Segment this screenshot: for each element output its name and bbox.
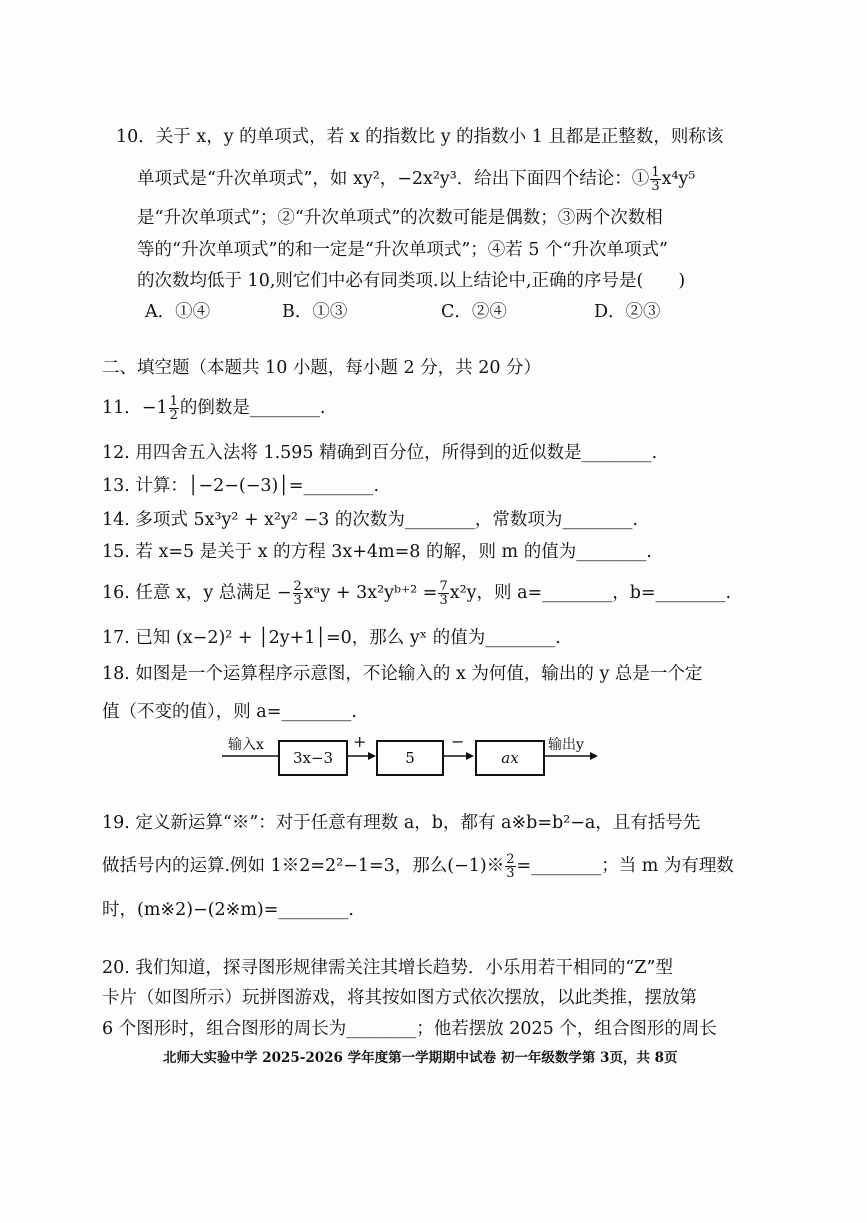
q17: 17. 已知 (x−2)² + │2y+1│=0，那么 yˣ 的值为________.	[102, 628, 561, 648]
q10-line3: 是“升次单项式”；②“升次单项式”的次数可能是偶数；③两个次数相	[137, 208, 663, 228]
arrow-2-3-head	[466, 752, 474, 760]
q19-frac-num: 2	[506, 852, 515, 867]
q11-prefix: 11．	[102, 398, 142, 418]
q19-line2	[102, 853, 734, 880]
q11-fraction	[169, 395, 179, 422]
q10-option-c: C．②④	[441, 302, 507, 322]
q20-line3: 6 个图形时，组合图形的周长为________；他若摆放 2025 个，组合图形的周长	[102, 1019, 717, 1039]
q10-line2	[137, 166, 695, 193]
q18-flow-diagram	[220, 730, 620, 790]
q16-frac2-den: 3	[439, 593, 448, 608]
flow-box-1: 3x−3	[278, 740, 348, 776]
q19-line3: 时，(m※2)−(2※m)=________.	[102, 900, 354, 920]
flow-op-minus: −	[451, 732, 465, 751]
section2-title: 二、填空题（本题共 10 小题，每小题 2 分，共 20 分）	[102, 358, 542, 378]
q10-line2-tail: x⁴y⁵	[661, 169, 696, 189]
q11-neg: −1	[141, 398, 168, 418]
q19-line2-a: 做括号内的运算.例如 1※2=2²−1=3，那么(−1)※	[102, 856, 505, 876]
q16-fraction-1	[293, 580, 303, 607]
q20-line2: 卡片（如图所示）玩拼图游戏，将其按如图方式依次摆放，以此类推，摆放第	[102, 988, 697, 1008]
q14: 14. 多项式 5x³y² + x²y² −3 的次数为________，常数项为________.	[102, 510, 638, 530]
q11-suffix: 的倒数是________.	[179, 398, 326, 418]
q10-option-d: D．②③	[594, 302, 661, 322]
page-footer: 北师大实验中学 2025-2026 学年度第一学期期中试卷 初一年级数学第 3页，共 8页	[163, 1050, 678, 1066]
q18-line1: 18. 如图是一个运算程序示意图，不论输入的 x 为何值，输出的 y 总是一个定	[102, 664, 703, 684]
q18-line2: 值（不变的值），则 a=________.	[102, 702, 357, 722]
q19-frac-den: 3	[506, 866, 515, 881]
arrow-1-2-head	[368, 752, 376, 760]
flow-output-label: 输出y	[548, 737, 584, 753]
q16	[102, 580, 731, 607]
q15: 15. 若 x=5 是关于 x 的方程 3x+4m=8 的解，则 m 的值为________.	[102, 542, 652, 562]
q16-mid: xᵃy + 3x²yᵇ⁺² =	[303, 583, 438, 603]
q11-frac-num: 1	[169, 394, 178, 409]
q19-fraction	[505, 853, 515, 880]
q16-frac2-num: 7	[439, 579, 448, 594]
q19-line2-b: =________；当 m 为有理数	[516, 856, 734, 876]
q16-frac1-den: 3	[293, 593, 302, 608]
q10-line2-text: 单项式是“升次单项式”，如 xy²，−2x²y³．给出下面四个结论：①	[137, 169, 650, 189]
q16-frac1-num: 2	[293, 579, 302, 594]
q20-line1: 20. 我们知道，探寻图形规律需关注其增长趋势．小乐用若干相同的“Z”型	[102, 958, 673, 978]
q10-fraction	[650, 166, 660, 193]
flow-op-plus: +	[353, 732, 367, 751]
q11-frac-den: 2	[169, 408, 178, 423]
q10-frac-num: 1	[651, 165, 660, 180]
q16-fraction-2	[438, 580, 448, 607]
q16-prefix: 16. 任意 x，y 总满足 −	[102, 583, 292, 603]
q11	[102, 395, 325, 422]
flow-box-3: ax	[475, 740, 545, 776]
q12: 12. 用四舍五入法将 1.595 精确到百分位，所得到的近似数是________.	[102, 443, 658, 463]
q10-option-b: B．①③	[282, 302, 348, 322]
q13: 13. 计算：│−2−(−3)│=________.	[102, 476, 380, 496]
flow-box-2: 5	[376, 740, 444, 776]
flow-input-label: 输入x	[228, 737, 264, 753]
q10-line1: 10．关于 x，y 的单项式，若 x 的指数比 y 的指数小 1 且都是正整数，则称该	[116, 127, 724, 147]
q16-suffix: x²y，则 a=________，b=________.	[449, 583, 732, 603]
q10-option-a: A．①④	[145, 302, 211, 322]
q10-line4: 等的“升次单项式”的和一定是“升次单项式”；④若 5 个“升次单项式”	[137, 240, 668, 260]
arrow-output-head	[590, 752, 598, 760]
q10-frac-den: 3	[651, 179, 660, 194]
q10-line5: 的次数均低于 10,则它们中必有同类项.以上结论中,正确的序号是( )	[137, 271, 686, 291]
q19-line1: 19. 定义新运算“※”：对于任意有理数 a，b，都有 a※b=b²−a，且有括号先	[102, 813, 701, 833]
